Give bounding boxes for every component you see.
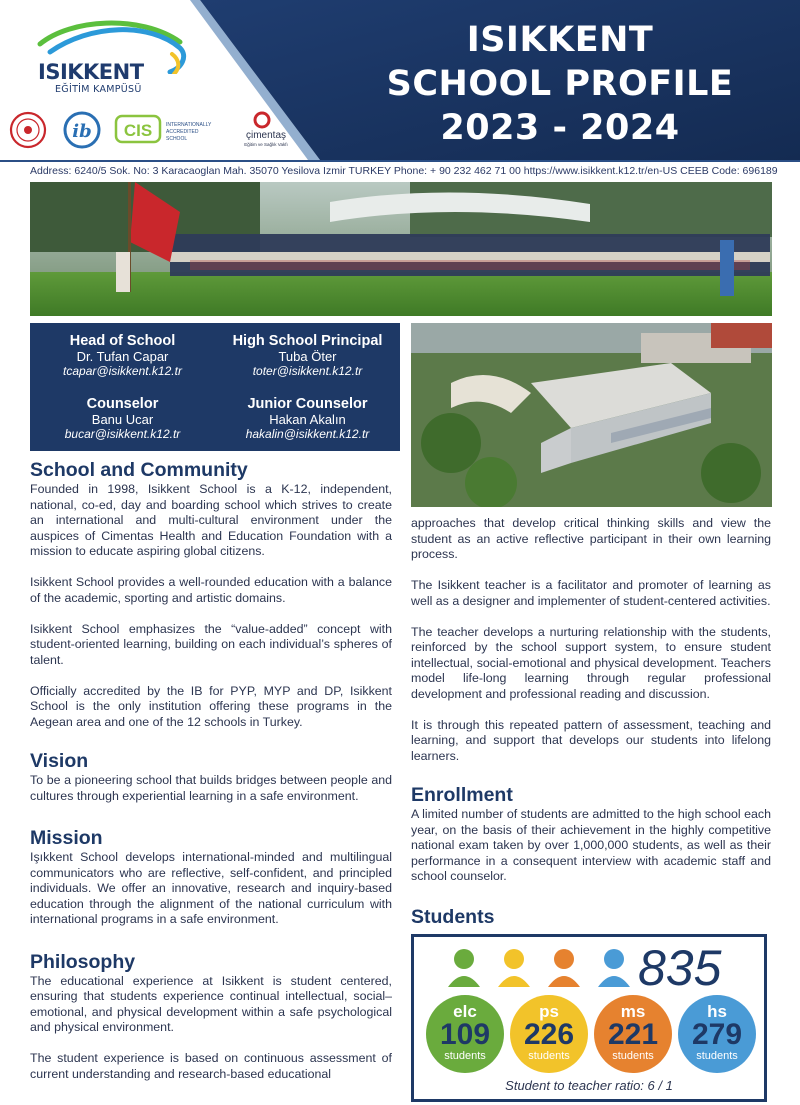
staff-email-link[interactable]: hakalin@isikkent.k12.tr xyxy=(245,427,370,441)
address-bar xyxy=(0,160,800,180)
group-count: 226 xyxy=(523,1018,575,1051)
group-unit: students xyxy=(528,1050,570,1062)
group-unit: students xyxy=(696,1050,738,1062)
staff-name: Tuba Öter xyxy=(278,349,337,364)
svg-text:CIS: CIS xyxy=(123,121,153,140)
staff-junior-counselor xyxy=(215,396,400,442)
students-infographic xyxy=(411,934,767,1102)
philosophy-paragraph-2: The student experience is based on continuous assessment of current understanding and research-based educational xyxy=(30,1051,392,1081)
svg-text:ACCREDITED: ACCREDITED xyxy=(166,129,199,135)
partner-logos xyxy=(8,108,308,154)
svg-text:SCHOOL: SCHOOL xyxy=(166,136,188,142)
philosophy-continued-paragraph-4: It is through this repeated pattern of assessment, teaching and learning, and support that develops our students into lifelong learners. xyxy=(411,717,771,763)
group-circle-hs xyxy=(678,995,756,1073)
person-icon-ms xyxy=(544,947,584,991)
staff-name: Dr. Tufan Capar xyxy=(76,349,169,364)
philosophy-paragraph-1: The educational experience at Isikkent is student centered, ensuring that students experience continual intellectual, social–emotional, and physical development within a safe psychological and physical environment. xyxy=(30,973,392,1034)
section-title-mission: Mission xyxy=(30,827,103,849)
staff-role: High School Principal xyxy=(232,333,383,349)
svg-text:INTERNATIONALLY: INTERNATIONALLY xyxy=(166,122,212,128)
staff-name: Hakan Akalın xyxy=(269,412,346,427)
philosophy-continued-paragraph-3: The teacher develops a nurturing relationship with the students, reinforced by the school support system, to ensure student intellectual, social-emotional and physical development. Teachers model life-long learning through regular professional development and professional reading and discussion. xyxy=(411,624,771,701)
meb-seal-icon xyxy=(8,108,48,152)
community-paragraph-1: Founded in 1998, Isikkent School is a K-12, independent, national, co-ed, day and boarding school which strives to create an international and multi-cultural environment under the auspices of Cimentas Health and Education Foundation with a mission to educate aspiring global citizens. xyxy=(30,482,392,558)
staff-role: Head of School xyxy=(69,333,176,349)
staff-email-link[interactable]: bucar@isikkent.k12.tr xyxy=(64,427,181,441)
section-title-vision: Vision xyxy=(30,750,89,772)
header xyxy=(0,0,800,160)
group-count: 221 xyxy=(607,1018,659,1051)
logo-name: ISIKKENT xyxy=(38,60,144,84)
group-count: 279 xyxy=(691,1018,743,1051)
logo-subtitle: EĞİTİM KAMPÜSÜ xyxy=(55,84,142,95)
left-column xyxy=(30,458,392,1082)
svg-text:ib: ib xyxy=(72,121,92,142)
staff-email-link[interactable]: tcapar@isikkent.k12.tr xyxy=(63,364,182,378)
title-line-1: ISIKKENT xyxy=(466,20,654,60)
community-paragraph-3: Isikkent School emphasizes the “value-added” concept with student-oriented learning, building on each individual’s spheres of talent. xyxy=(30,621,392,667)
group-circle-ps xyxy=(510,995,588,1073)
mission-paragraph: Işıkkent School develops international-minded and multilingual communicators who are reflective, self-confident, and principled individuals. We offer an innovative, research and inquiry-based education through the alignment of the national curriculum with international programs in a safe environment. xyxy=(30,850,392,926)
section-title-community: School and Community xyxy=(30,459,248,481)
total-students-count: 835 xyxy=(638,940,722,996)
vision-paragraph: To be a pioneering school that builds bridges between people and cultures through experiential learning in a safe environment. xyxy=(30,773,392,803)
philosophy-continued-paragraph-1: approaches that develop critical thinking skills and view the student as an active reflective participant in their own learning process. xyxy=(411,516,771,561)
group-label: hs xyxy=(707,1002,727,1021)
address-text: Address: 6240/5 Sok. No: 3 Karacaoglan Mah. 35070 Yesilova Izmir TURKEY Phone: + 90 232 462 71 00 https://www.isikkent.k12.tr/en-US CEEB Code: 696189 xyxy=(30,165,778,177)
group-count: 109 xyxy=(439,1018,491,1051)
ib-logo-icon xyxy=(60,108,104,152)
campus-aerial-photo xyxy=(411,323,772,507)
person-icon-ps xyxy=(494,947,534,991)
page-title xyxy=(360,18,760,150)
cimentas-logo-icon xyxy=(240,108,296,152)
section-title-students: Students xyxy=(411,906,495,928)
group-label: ps xyxy=(539,1002,559,1021)
staff-role: Counselor xyxy=(86,396,159,412)
ceremony-photo xyxy=(30,182,772,316)
group-unit: students xyxy=(612,1050,654,1062)
staff-role: Junior Counselor xyxy=(247,396,368,412)
group-circle-ms xyxy=(594,995,672,1073)
group-circle-elc xyxy=(426,995,504,1073)
community-paragraph-4: Officially accredited by the IB for PYP, MYP and DP, Isikkent School is the only institution offering these programs in the Aegean area and one of the 12 schools in Turkey. xyxy=(30,683,392,729)
group-unit: students xyxy=(444,1050,486,1062)
philosophy-continued-paragraph-2: The Isikkent teacher is a facilitator and promoter of learning as well as a designer and implementer of student-centered activities. xyxy=(411,578,771,608)
staff-high-school-principal xyxy=(215,333,400,379)
student-teacher-ratio: Student to teacher ratio: 6 / 1 xyxy=(505,1078,673,1093)
title-line-2: SCHOOL PROFILE xyxy=(386,64,734,104)
section-title-enrollment: Enrollment xyxy=(411,784,513,806)
svg-text:Eğitim ve Sağlık Vakfı: Eğitim ve Sağlık Vakfı xyxy=(244,142,288,147)
cis-logo-icon xyxy=(112,108,222,152)
person-icon-elc xyxy=(444,947,484,991)
staff-email-link[interactable]: toter@isikkent.k12.tr xyxy=(252,364,363,378)
section-title-philosophy: Philosophy xyxy=(30,950,136,973)
group-label: elc xyxy=(453,1002,477,1021)
community-paragraph-2: Isikkent School provides a well-rounded education with a balance of the academic, sporting and artistic domains. xyxy=(30,575,392,605)
enrollment-paragraph: A limited number of students are admitted to the high school each year, on the basis of their achievement in the highly competitive national exam taken by over 1,000,000 students, as well as their performance in a consequent interview with academic staff and school counselor. xyxy=(411,807,771,883)
person-icon-hs xyxy=(594,947,634,991)
title-line-3: 2023 - 2024 xyxy=(440,108,680,148)
right-column xyxy=(411,516,771,885)
group-label: ms xyxy=(620,1002,646,1021)
svg-text:çimentaş: çimentaş xyxy=(245,130,287,141)
staff-head-of-school xyxy=(30,333,215,379)
staff-name: Banu Ucar xyxy=(91,412,154,427)
staff-counselor xyxy=(30,396,215,442)
staff-contacts xyxy=(30,323,400,451)
